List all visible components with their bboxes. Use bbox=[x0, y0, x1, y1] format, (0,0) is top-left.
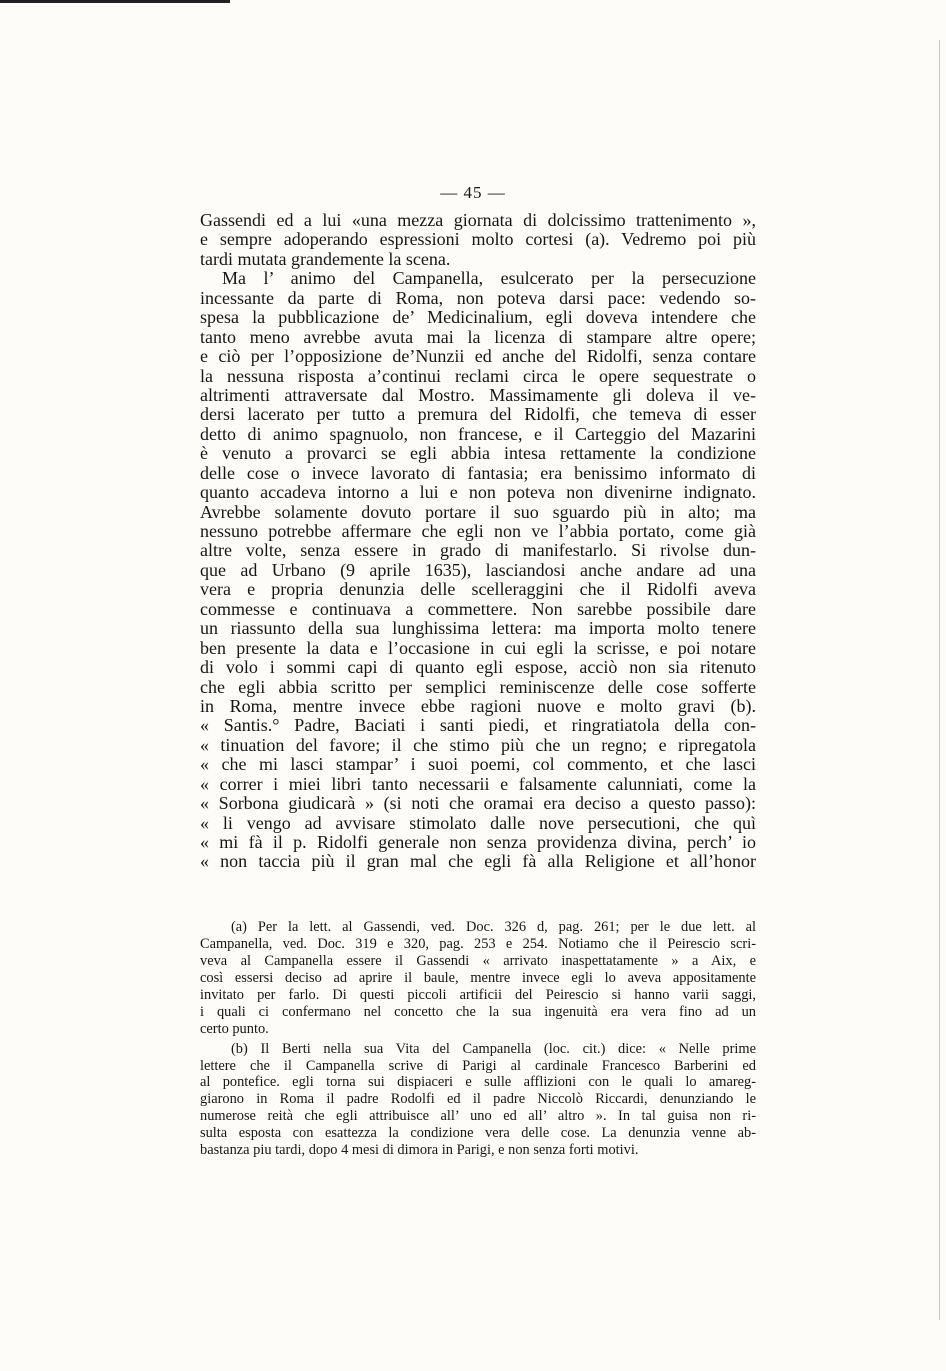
body-text bbox=[200, 211, 756, 872]
body-line: dersi lacerato per tutto a premura del Ridolfi, che temeva di esser bbox=[200, 404, 756, 425]
body-line: la nessuna risposta a’continui reclami circa le opere sequestrate o bbox=[200, 365, 756, 386]
body-line: è venuto a provarci se egli abbia intesa rettamente la condizione bbox=[200, 443, 756, 464]
body-line: e ciò per l’opposizione de’Nunzii ed anche del Ridolfi, senza contare bbox=[200, 346, 756, 367]
footnotes bbox=[200, 919, 756, 1159]
body-line: Ma l’ animo del Campanella, esulcerato per la persecuzione bbox=[222, 268, 756, 289]
body-line: « Santis.° Padre, Baciati i santi piedi, et ringratiatola della con- bbox=[200, 715, 756, 736]
footnote-line: sulta esposta con esattezza la condizione vera delle cose. La denunzia venne ab- bbox=[200, 1125, 756, 1142]
body-line: che egli abbia scritto per semplici reminiscenze delle cose sofferte bbox=[200, 676, 756, 697]
page-number: — 45 — bbox=[440, 183, 506, 202]
body-line: di volo i sommi capi di quanto egli espose, acciò non sia ritenuto bbox=[200, 657, 756, 678]
footnote-line: (b) Il Berti nella sua Vita del Campanella (loc. cit.) dice: « Nelle prime bbox=[231, 1040, 756, 1057]
footnote-line: bastanza piu tardi, dopo 4 mesi di dimora in Parigi, e non senza forti motivi. bbox=[200, 1142, 639, 1159]
body-line: « che mi lasci stampar’ i suoi poemi, col commento, et che lasci bbox=[200, 754, 756, 775]
body-line: spesa la pubblicazione de’ Medicinalium, egli doveva intendere che bbox=[200, 307, 756, 328]
body-line: in Roma, mentre invece ebbe ragioni nuove e molto gravi (b). bbox=[200, 695, 756, 716]
body-line: quanto accadeva intorno a lui e non poteva non divenirne indignato. bbox=[200, 482, 756, 503]
footnote-line: Campanella, ved. Doc. 319 e 320, pag. 253 e 254. Notiamo che il Peirescio scri- bbox=[200, 935, 756, 952]
body-line: que ad Urbano (9 aprile 1635), lasciandosi anche andare ad una bbox=[200, 559, 756, 580]
footnote-line: certo punto. bbox=[200, 1020, 269, 1037]
footnote-line: i quali ci confermano nel concetto che la sua ingenuità era vera fino ad un bbox=[200, 1003, 756, 1020]
body-line: « correr i miei libri tanto necessarii e falsamente calunniati, come la bbox=[200, 773, 756, 794]
body-line: un riassunto della sua lunghissima lettera: ma importa molto tenere bbox=[200, 618, 756, 639]
body-line: detto di animo spagnuolo, non francese, e il Carteggio del Mazarini bbox=[200, 423, 756, 444]
scan-page-edge bbox=[939, 40, 940, 1320]
footnote-line: invitato per farlo. Di questi piccoli artificii del Peirescio si hanno varii saggi, bbox=[200, 986, 756, 1003]
body-line: « Sorbona giudicarà » (si noti che oramai era deciso a questo passo): bbox=[200, 793, 756, 814]
body-line: ben presente la data e l’occasione in cui egli la scrisse, e poi notare bbox=[200, 637, 756, 658]
body-line: tardi mutata grandemente la scena. bbox=[200, 248, 451, 269]
body-line: commesse e continuava a commettere. Non sarebbe possibile dare bbox=[200, 598, 756, 619]
body-line: « tinuation del favore; il che stimo più che un regno; e ripregatola bbox=[200, 734, 756, 755]
body-line: e sempre adoperando espressioni molto cortesi (a). Vedremo poi più bbox=[200, 229, 756, 250]
body-line: delle cose o invece lavorato di fantasia; era benissimo informato di bbox=[200, 462, 756, 483]
footnote-line: lettere che il Campanella scrive di Parigi al cardinale Francesco Barberini ed bbox=[200, 1057, 756, 1074]
body-line: Avrebbe solamente dovuto portare il suo sguardo più in alto; ma bbox=[200, 501, 756, 522]
body-line: tanto meno avrebbe avuta mai la licenza di stampare altre opere; bbox=[200, 326, 756, 347]
footnote-line: (a) Per la lett. al Gassendi, ved. Doc. 326 d, pag. 261; per le due lett. al bbox=[231, 919, 756, 935]
body-line: Gassendi ed a lui «una mezza giornata di dolcissimo trattenimento », bbox=[200, 210, 756, 230]
body-line: vera e propria denunzia delle scelleraggini che il Ridolfi aveva bbox=[200, 579, 756, 600]
body-line: altre volte, senza essere in grado di manifestarlo. Si rivolse dun- bbox=[200, 540, 756, 561]
scan-border-mark bbox=[0, 0, 230, 3]
body-line: « non taccia più il gran mal che egli fà alla Religione et all’honor bbox=[200, 851, 756, 872]
body-line: altrimenti attraversate dal Mostro. Massimamente gli doleva il ve- bbox=[200, 384, 756, 405]
footnote-line: numerose reità che egli attribuisce all’ uno ed all’ altro ». In tal guisa non ri- bbox=[200, 1108, 756, 1125]
footnote-line: così essersi deciso ad aprire il baule, mentre invece egli lo aveva appositamente bbox=[200, 969, 756, 986]
body-line: « mi fà il p. Ridolfi generale non senza providenza divina, perch’ io bbox=[200, 832, 756, 852]
body-line: « li vengo ad avvisare stimolato dalle nove persecutioni, che quì bbox=[200, 812, 756, 833]
footnote-line: veva al Campanella essere il Gassendi « arrivato inaspettatamente » a Aix, e bbox=[200, 952, 756, 969]
body-line: nessuno potrebbe affermare che egli non ve l’abbia portato, come già bbox=[200, 521, 756, 541]
footnote-line: al pontefice. egli torna sui dispiaceri e sulle afflizioni con le quali lo amareg- bbox=[200, 1074, 756, 1091]
footnote-line: giarono in Roma il padre Rodolfi ed il padre Niccolò Riccardi, denunziando le bbox=[200, 1091, 756, 1108]
body-line: incessante da parte di Roma, non poteva darsi pace: vedendo so- bbox=[200, 287, 756, 308]
